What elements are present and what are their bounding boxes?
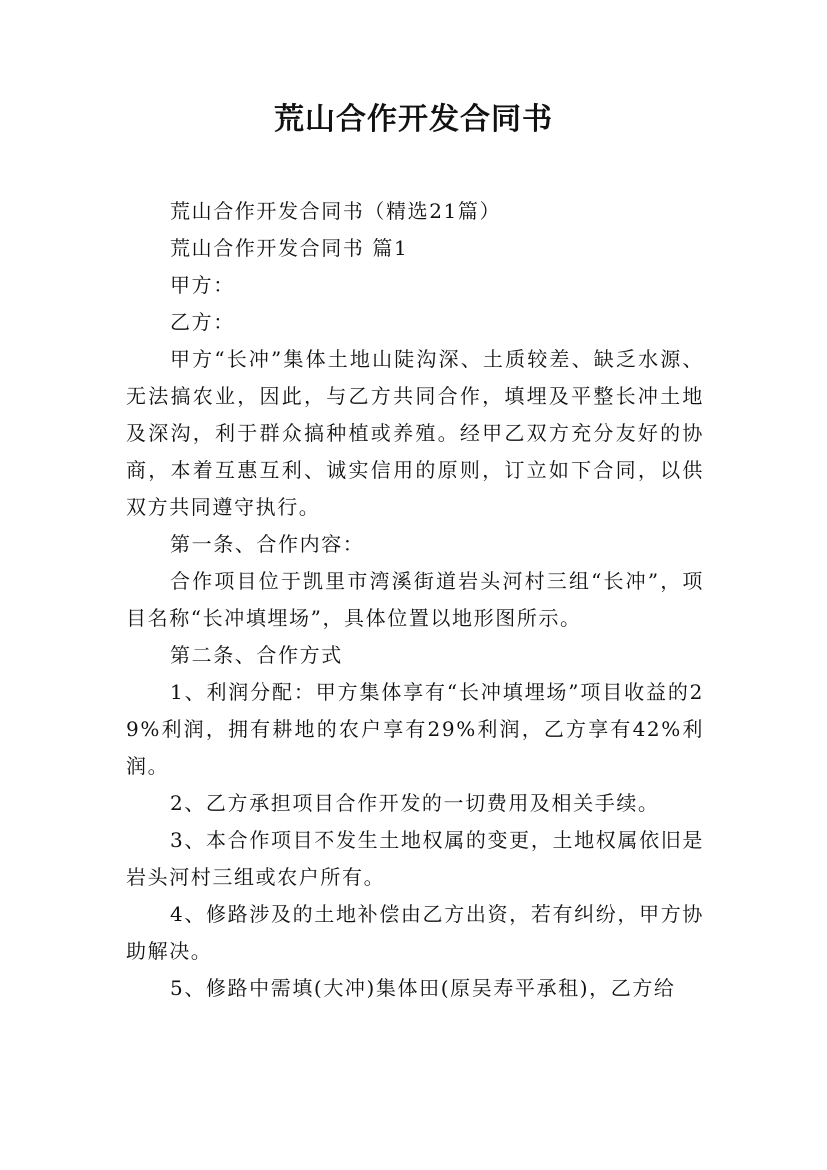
paragraph-item-2: 2、乙方承担项目合作开发的一切费用及相关手续。	[170, 791, 660, 815]
paragraph-party-a: 甲方：	[170, 273, 235, 297]
paragraph-article-heading: 荒山合作开发合同书 篇1	[170, 236, 409, 260]
paragraph-clause-1-content: 合作项目位于凯里市湾溪街道岩头河村三组“长冲”，项目名称“长冲填埋场”，具体位置以地形图所示。	[126, 569, 704, 630]
paragraph-selection-title: 荒山合作开发合同书（精选21篇）	[170, 199, 502, 223]
paragraph-clause-1-heading: 第一条、合作内容：	[170, 532, 365, 556]
paragraph-item-4: 4、修路涉及的土地补偿由乙方出资，若有纠纷，甲方协助解决。	[126, 902, 704, 963]
paragraph-preamble: 甲方“长冲”集体土地山陡沟深、土质较差、缺乏水源、无法搞农业，因此，与乙方共同合作，填埋及平整长冲土地及深沟，利于群众搞种植或养殖。经甲乙双方充分友好的协商，本着互惠互利、诚实信用的原则，订立如下合同，以供双方共同遵守执行。	[126, 347, 704, 519]
paragraph-item-5: 5、修路中需填(大冲)集体田(原吴寿平承租)，乙方给	[170, 976, 676, 1000]
document-body	[126, 193, 704, 1007]
paragraph-clause-2-heading: 第二条、合作方式	[170, 643, 343, 667]
paragraph-item-3: 3、本合作项目不发生土地权属的变更，土地权属依旧是岩头河村三组或农户所有。	[126, 828, 704, 889]
paragraph-item-1: 1、利润分配：甲方集体享有“长冲填埋场”项目收益的29%利润，拥有耕地的农户享有29%利润，乙方享有42%利润。	[126, 680, 704, 778]
paragraph-party-b: 乙方：	[170, 310, 235, 334]
document-title: 荒山合作开发合同书	[274, 102, 553, 137]
